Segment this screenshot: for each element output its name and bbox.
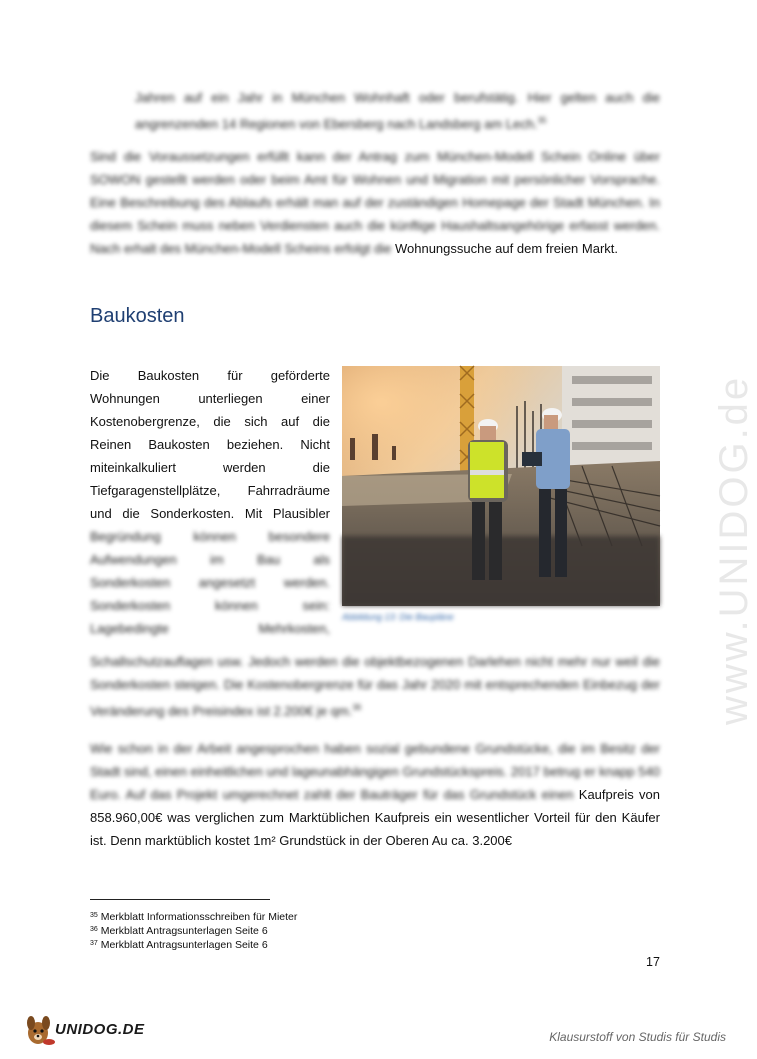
column-line: Reinen Baukosten beziehen. Nicht <box>90 437 330 452</box>
footnote-36 <box>90 923 268 938</box>
baukosten-column-text <box>90 364 330 640</box>
footnote-number: 37 <box>90 940 98 947</box>
footnote-text: Merkblatt Informationsschreiben für Mieter <box>100 911 298 923</box>
column-line-blurred: Sonderkosten angesetzt werden. <box>90 575 330 590</box>
paragraph-text-blurred: Wie schon in der Arbeit angesprochen haben sozial gebundene Grundstücke, die im Besitz der Stadt sind, einen einheitlichen und lageunabhängigen Grundstückspreis. 2017 betrug er knapp 540 Euro. Auf das Projekt umgerechnet zahlt der Bauträger für das Grundstück einen <box>90 741 660 802</box>
column-line: und die Sonderkosten. Mit Plausibler <box>90 506 330 521</box>
paragraph-text-blurred: Sind die Voraussetzungen erfüllt kann der Antrag zum München-Modell Schein Online über SOWON gestellt werden oder beim Amt für Wohnen und Migration mit persönlicher Vorsprache. Eine Beschreibung des Ablaufs erhält man auf der zuständigen Homepage der Stadt München. In diesem Schein muss neben Verdiensten auch die künftige Haushaltsangehörige erfasst werden. Nach erhalt des München-Modell Scheins erfolgt die <box>90 149 660 256</box>
page-number: 17 <box>646 955 660 969</box>
footnote-text: Merkblatt Antragsunterlagen Seite 6 <box>100 925 268 937</box>
paragraph-cost-limit-blurred <box>90 650 660 722</box>
column-line: miteinkalkuliert werden die <box>90 460 330 475</box>
watermark-text: www.UNIDOG.de <box>712 374 756 725</box>
paragraph-land-price <box>90 737 660 852</box>
column-line-blurred: Aufwendungen im Bau als <box>90 552 330 567</box>
figure-caption: Abbildung 13: Die Baupläne <box>342 612 454 622</box>
footnote-separator <box>90 899 270 900</box>
paragraph-text: Schallschutzauflagen usw. Jedoch werden die objektbezogenen Darlehen nicht mehr nur weil die Sonderkosten steigen. Die Kostenobergrenze für das Jahr 2020 mit entsprechenden Einbezug der Veränderung des Preisindex ist 2.200€ je qm. <box>90 654 660 719</box>
section-heading-baukosten: Baukosten <box>90 305 185 327</box>
paragraph-application <box>90 145 660 260</box>
footnote-ref: 36 <box>352 703 362 712</box>
column-line-blurred: Begründung können besondere <box>90 529 330 544</box>
paragraph-text-visible: Kaufpreis von 858.960,00€ was verglichen zum Marktüblichen Kaufpreis ein wesentlicher <box>90 787 660 825</box>
column-line: Wohnungen unterliegen einer <box>90 391 330 406</box>
column-line: Kostenobergrenze, die sich auf die <box>90 414 330 429</box>
footnote-number: 36 <box>90 926 98 933</box>
paragraph-text: Jahren auf ein Jahr in München Wohnhaft oder berufstätig. Hier gelten auch die angrenzenden 14 Regionen von Ebersberg nach Landsberg am Lech. <box>135 90 660 132</box>
footer-tagline: Klausurstoff von Studis für Studis <box>549 1030 726 1044</box>
column-line-blurred: Sonderkosten können sein: <box>90 598 330 613</box>
footnote-ref: 35 <box>537 116 547 125</box>
construction-site-photo <box>342 366 660 606</box>
footnote-35 <box>90 909 297 924</box>
footnote-number: 35 <box>90 912 98 919</box>
paragraph-residency-blurred <box>135 86 660 135</box>
footnote-text: Merkblatt Antragsunterlagen Seite 6 <box>100 939 268 951</box>
column-line-blurred: Lagebedingte Mehrkosten, <box>90 621 330 636</box>
column-line: Die Baukosten für geförderte <box>90 368 330 383</box>
paragraph-text-visible: Vorteil für den Käufer ist. Denn marktüblich kostet 1m² Grundstück in der Oberen Au ca. 3.200€ <box>90 810 660 848</box>
column-line: Tiefgaragenstellplätze, Fahrradräume <box>90 483 330 498</box>
paragraph-text-visible: Wohnungssuche auf dem freien Markt. <box>394 241 619 256</box>
footnote-37 <box>90 937 268 952</box>
logo-wordmark: UNIDOG.DE <box>55 1021 145 1038</box>
